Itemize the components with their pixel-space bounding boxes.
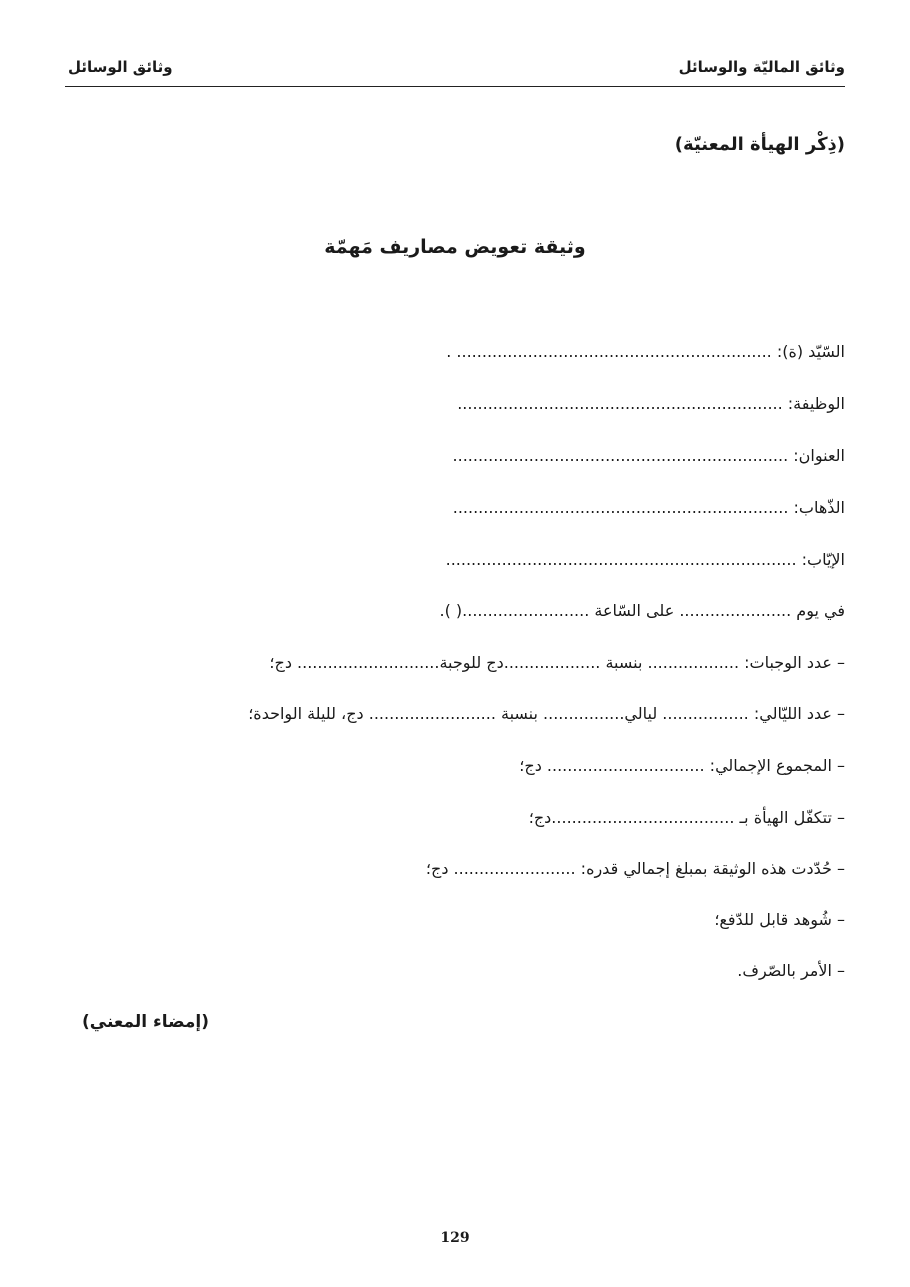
organization-mention: (ذِكْر الهيأة المعنيّة) [674, 134, 845, 155]
page-number: 129 [440, 1230, 470, 1246]
field-total-amount: – حُدّدت هذه الوثيقة بمبلغ إجمالي قدره: ........................ دج؛ [425, 859, 845, 878]
field-payable: – شُوهد قابل للدّفع؛ [714, 910, 845, 929]
field-return: الإيّاب: ..................................................................... [445, 550, 845, 569]
field-org-covers: – تتكفّل الهيأة بـ ....................................دج؛ [528, 808, 845, 827]
field-payment-order: – الأمر بالصّرف. [737, 961, 845, 980]
field-meals: – عدد الوجبات: .................. بنسبة ...................دج للوجبة............................ دج؛ [269, 653, 845, 672]
running-header-title: وثائق الماليّة والوسائل [678, 58, 845, 76]
field-name: السّيّد (ة): .............................................................. . [446, 342, 845, 361]
field-day-time: في يوم ...................... على السّاعة .........................( ). [439, 601, 845, 620]
document-title: وثيقة تعويض مصاريف مَهمّة [324, 236, 586, 258]
running-header-section: وثائق الوسائل [68, 58, 173, 76]
field-job: الوظيفة: ................................................................ [457, 394, 845, 413]
field-total: – المجموع الإجمالي: ............................... دج؛ [519, 756, 845, 775]
field-address: العنوان: .................................................................. [452, 446, 845, 465]
header-rule [65, 86, 845, 87]
field-nights: – عدد الليّالي: ................. ليالي................ بنسبة ......................... دج، لليلة الواحدة؛ [248, 704, 845, 723]
field-departure: الذّهاب: .................................................................. [452, 498, 845, 517]
signature-label: (إمضاء المعني) [82, 1012, 209, 1032]
